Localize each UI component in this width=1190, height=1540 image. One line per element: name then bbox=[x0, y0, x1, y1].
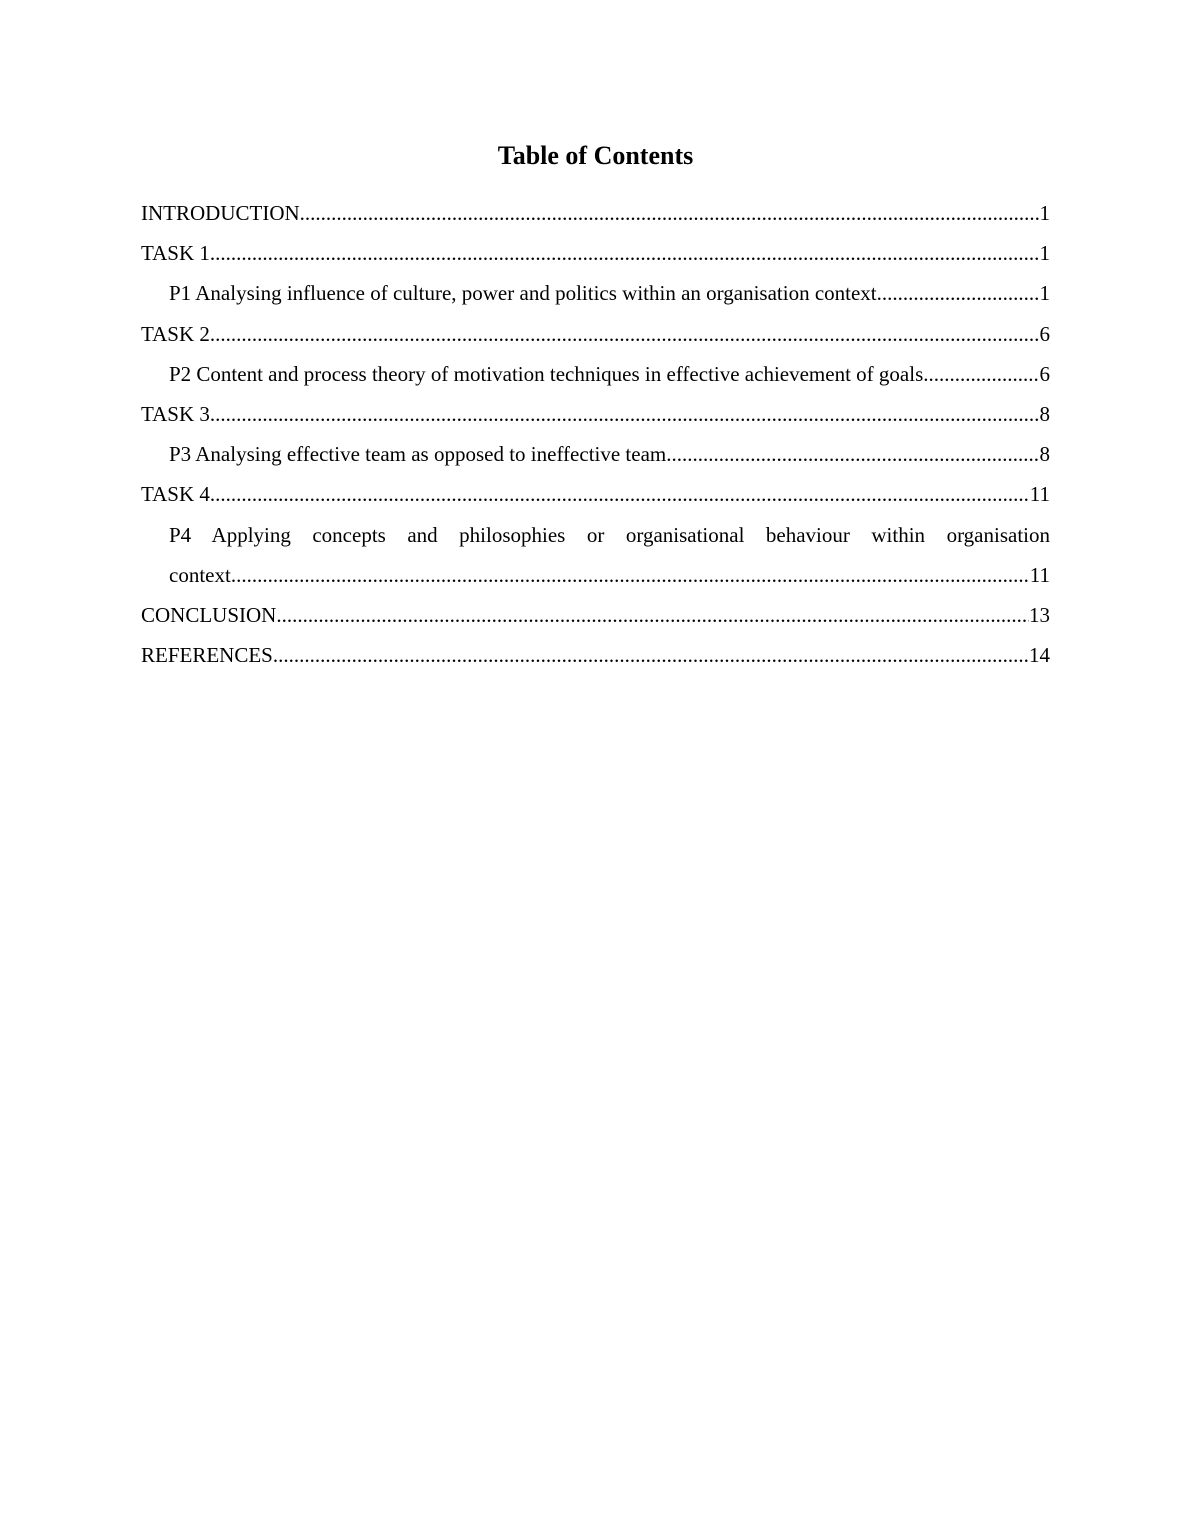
toc-leader-dots bbox=[276, 595, 1029, 635]
toc-entry-p2[interactable] bbox=[141, 354, 1050, 394]
toc-entry-label-line2-row bbox=[169, 555, 1050, 595]
toc-entry-references[interactable] bbox=[141, 635, 1050, 675]
toc-entry-label: P2 Content and process theory of motivation techniques in effective achievement of goals. bbox=[169, 361, 929, 386]
toc-entry-label: P1 Analysing influence of culture, power and politics within an organisation context bbox=[169, 281, 877, 306]
toc-entry-page: 1 bbox=[1039, 241, 1050, 266]
toc-entry-page: 6 bbox=[1039, 361, 1050, 386]
toc-entry-label: TASK 4 bbox=[141, 482, 210, 507]
toc-entry-page: 11 bbox=[1029, 482, 1050, 507]
toc-entry-task-2[interactable] bbox=[141, 314, 1050, 354]
toc-entry-page: 13 bbox=[1029, 602, 1050, 627]
toc-entry-label: P3 Analysing effective team as opposed to ineffective team bbox=[169, 442, 667, 467]
toc-leader-dots bbox=[929, 354, 1040, 394]
toc-entry-label-line1: P4 Applying concepts and philosophies or organisational behaviour within organisation bbox=[169, 522, 1050, 547]
toc-leader-dots bbox=[273, 635, 1029, 675]
toc-entry-label: TASK 2 bbox=[141, 321, 210, 346]
toc-entry-page: 1 bbox=[1039, 201, 1050, 225]
toc-entry-page: 14 bbox=[1029, 643, 1050, 668]
toc-entry-p4[interactable] bbox=[141, 515, 1050, 595]
toc-entry-label-line2: context bbox=[169, 562, 231, 587]
toc-entry-task-4[interactable] bbox=[141, 474, 1050, 514]
toc-entry-p3[interactable] bbox=[141, 434, 1050, 474]
toc-entry-page: 8 bbox=[1039, 442, 1050, 467]
toc-entry-page: 6 bbox=[1039, 321, 1050, 346]
toc-entry-conclusion[interactable] bbox=[141, 595, 1050, 635]
toc-leader-dots bbox=[300, 193, 1040, 233]
toc-entry-task-1[interactable] bbox=[141, 233, 1050, 273]
toc-leader-dots bbox=[231, 555, 1030, 595]
toc-title: Table of Contents bbox=[497, 141, 694, 170]
toc-entry-introduction[interactable] bbox=[141, 193, 1050, 233]
toc-entry-label: CONCLUSION bbox=[141, 602, 277, 627]
toc-entry-page: 1 bbox=[1039, 281, 1050, 306]
toc-leader-dots bbox=[210, 394, 1040, 434]
toc-entry-label: REFERENCES bbox=[141, 643, 273, 668]
toc-entry-p1[interactable] bbox=[141, 273, 1050, 313]
toc-leader-dots bbox=[210, 314, 1040, 354]
toc-leader-dots bbox=[666, 434, 1039, 474]
toc-entry-label: TASK 1 bbox=[141, 241, 210, 266]
toc-leader-dots bbox=[210, 474, 1030, 514]
toc-entry-page: 11 bbox=[1029, 562, 1050, 587]
toc-entry-task-3[interactable] bbox=[141, 394, 1050, 434]
toc-leader-dots bbox=[210, 233, 1040, 273]
toc-list bbox=[141, 193, 1050, 675]
toc-entry-page: 8 bbox=[1039, 401, 1050, 426]
toc-entry-label: INTRODUCTION bbox=[141, 201, 300, 225]
toc-leader-dots bbox=[877, 273, 1040, 313]
toc-entry-label: TASK 3 bbox=[141, 401, 210, 426]
